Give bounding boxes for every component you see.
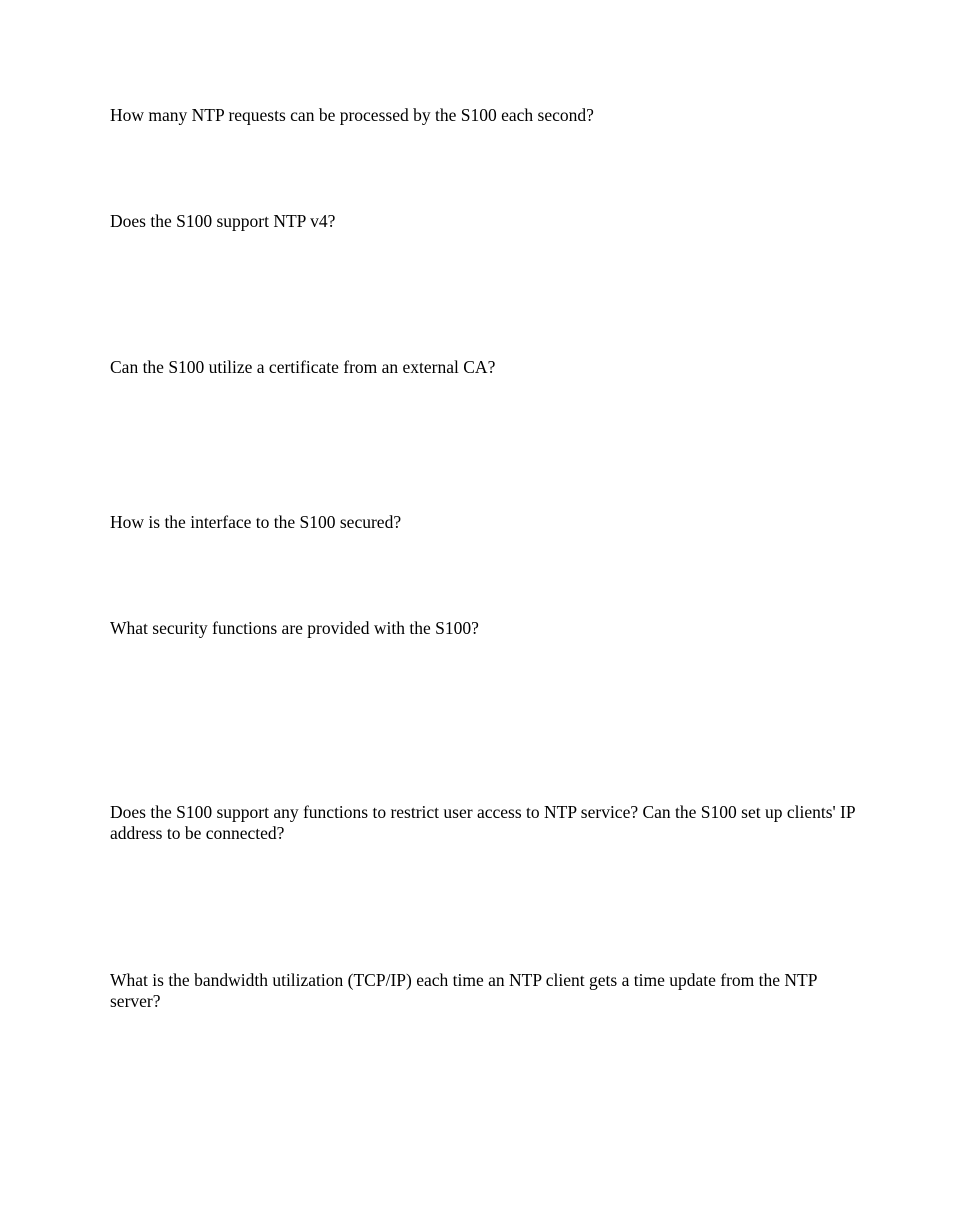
question-ntp-requests-per-second: How many NTP requests can be processed by the S100 each second? bbox=[110, 105, 594, 125]
question-restrict-user-access: Does the S100 support any functions to restrict user access to NTP service? Can the S100 set up clients' IP address to be connected? bbox=[110, 802, 855, 843]
question-bandwidth-utilization: What is the bandwidth utilization (TCP/IP) each time an NTP client gets a time update from the NTP server? bbox=[110, 970, 817, 1011]
question-security-functions: What security functions are provided with the S100? bbox=[110, 618, 479, 638]
question-interface-security: How is the interface to the S100 secured? bbox=[110, 512, 402, 532]
question-external-ca-certificate: Can the S100 utilize a certificate from an external CA? bbox=[110, 357, 496, 377]
question-ntp-v4-support: Does the S100 support NTP v4? bbox=[110, 211, 336, 231]
